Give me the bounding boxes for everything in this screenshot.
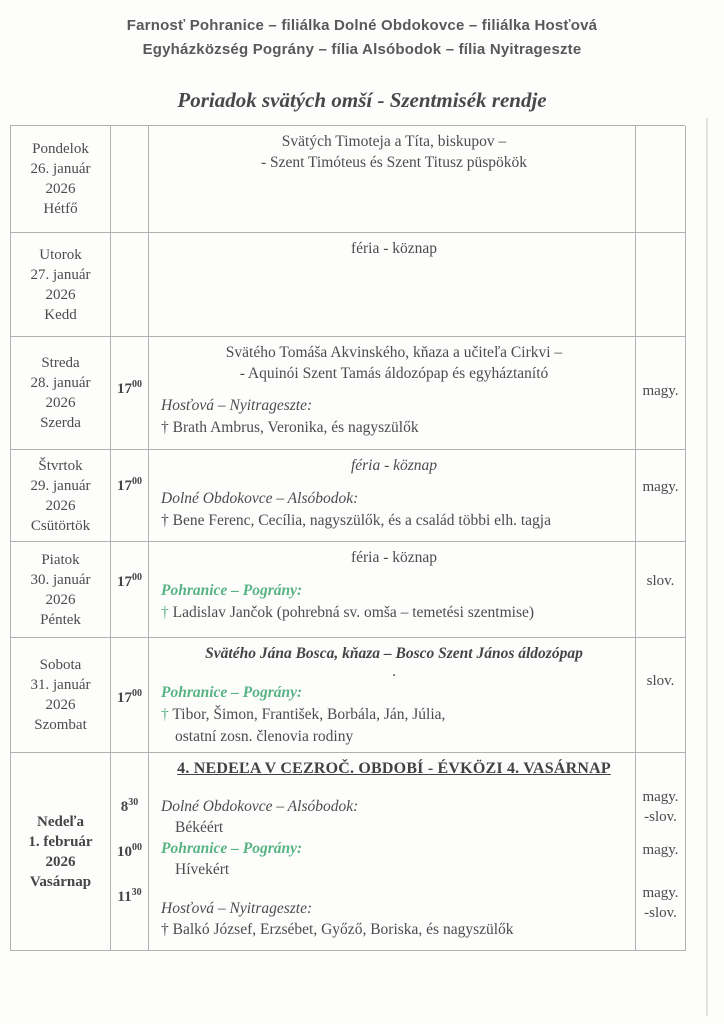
- feast-line: - Aquinói Szent Tamás áldozópap és egyháztanító: [239, 365, 549, 382]
- day-year: 2026: [45, 497, 76, 514]
- time-cell: [111, 233, 149, 337]
- day-year: 2026: [45, 697, 76, 713]
- mass-time-minutes: 00: [132, 688, 142, 699]
- mass-intention: Hívekért: [175, 861, 230, 878]
- description-cell: [149, 337, 636, 450]
- language-cell: [636, 638, 686, 753]
- language-block-1: magy. -slov.: [642, 789, 679, 825]
- mass-intention: Békéért: [175, 819, 224, 836]
- mass-time-2: $10^{00}$: [117, 842, 142, 860]
- description-cell: [149, 542, 636, 638]
- parish-header-hungarian: Egyházközség Pográny – fília Alsóbodok – fília Nyitrageszte: [142, 41, 582, 58]
- language-block-3: magy. -slov.: [642, 885, 679, 921]
- table-row-friday: [11, 542, 685, 638]
- mass-time-minutes: 00: [132, 476, 142, 487]
- description-cell: [149, 638, 636, 753]
- day-cell: [11, 233, 111, 337]
- sunday-mass-1: [161, 796, 627, 838]
- mass-intention: † Balkó József, Erzsébet, Győző, Boriska, és nagyszülők: [161, 921, 514, 938]
- language-cell: [636, 126, 686, 233]
- language-cell: [636, 233, 686, 337]
- day-date: 29. január: [30, 477, 91, 494]
- language-cell: [636, 542, 686, 638]
- day-name-sk: Pondelok: [32, 141, 89, 157]
- day-cell: [11, 126, 111, 233]
- description-cell: [149, 450, 636, 542]
- day-date: 1. február: [28, 833, 93, 850]
- time-cell: [111, 126, 149, 233]
- mass-intention-text: Tibor, Šimon, František, Borbála, Ján, Júlia,: [172, 706, 446, 723]
- parish-header: [0, 0, 724, 62]
- day-year: 2026: [45, 181, 76, 197]
- day-date: 27. január: [30, 266, 91, 283]
- mass-location: Pohranice – Pográny:: [161, 840, 303, 857]
- table-row-monday: [11, 126, 685, 233]
- cross-symbol: †: [161, 706, 169, 723]
- mass-location: Dolné Obdokovce – Alsóbodok:: [161, 798, 359, 815]
- day-name-hu: Szerda: [40, 415, 81, 431]
- day-year: 2026: [45, 853, 76, 870]
- day-name-hu: Vasárnap: [29, 873, 92, 890]
- mass-intention-line2: ostatní zosn. členovia rodiny: [175, 728, 354, 745]
- language-label: slov.: [646, 573, 675, 589]
- time-cell: [111, 542, 149, 638]
- feast-line: féria - köznap: [350, 549, 438, 566]
- mass-time-minutes: 00: [132, 572, 142, 583]
- language-label: magy.: [642, 383, 679, 399]
- day-name-hu: Hétfő: [43, 201, 78, 217]
- description-cell: [149, 126, 636, 233]
- mass-location: Pohranice – Pográny:: [161, 684, 303, 701]
- parish-header-slovak: Farnosť Pohranice – filiálka Dolné Obdokovce – filiálka Hosťová: [126, 17, 598, 34]
- day-year: 2026: [45, 395, 76, 411]
- day-name-sk: Sobota: [39, 657, 82, 673]
- time-cell: [111, 753, 149, 951]
- day-cell: [11, 638, 111, 753]
- table-row-saturday: [11, 638, 685, 753]
- day-name-hu: Csütörtök: [30, 517, 91, 534]
- mass-intention: [161, 602, 627, 623]
- day-cell: [11, 450, 111, 542]
- mass-time: 17: [117, 478, 132, 494]
- day-date: 28. január: [30, 375, 91, 391]
- mass-time-1: $8^{30}$: [120, 797, 139, 815]
- feast-line: féria - köznap: [350, 240, 438, 257]
- description-cell: [149, 233, 636, 337]
- scan-artifact-line: [706, 118, 708, 1016]
- mass-location: Hosťová – Nyitrageszte:: [161, 397, 313, 414]
- mass-location: Hosťová – Nyitrageszte:: [161, 900, 313, 917]
- day-cell: [11, 337, 111, 450]
- mass-time-3: $11^{30}$: [117, 887, 142, 905]
- mass-schedule-table: [10, 125, 685, 951]
- day-cell: [11, 542, 111, 638]
- table-row-thursday: [11, 450, 685, 542]
- sunday-mass-2: [161, 838, 627, 880]
- language-block-2: magy.: [642, 842, 679, 858]
- day-name-sk: Štvrtok: [38, 457, 83, 474]
- time-cell: [111, 337, 149, 450]
- feast-line: Svätého Tomáša Akvinského, kňaza a učiteľa Cirkvi –: [225, 344, 563, 361]
- mass-intention: [161, 704, 627, 725]
- feast-line: Svätých Timoteja a Títa, biskupov –: [281, 133, 507, 150]
- day-name-hu: Péntek: [40, 611, 81, 628]
- mass-time: 17: [117, 690, 132, 706]
- day-name-sk: Piatok: [41, 551, 80, 568]
- page-title: Poriadok svätých omší - Szentmisék rendje: [177, 88, 547, 112]
- sunday-heading: 4. NEDEĽA V CEZROČ. OBDOBÍ - ÉVKÖZI 4. VASÁRNAP: [177, 760, 611, 777]
- sunday-mass-3: [161, 898, 627, 940]
- day-name-hu: Szombat: [34, 717, 87, 733]
- day-name-sk: Nedeľa: [36, 813, 85, 830]
- language-cell: [636, 450, 686, 542]
- language-cell: [636, 337, 686, 450]
- mass-time: 17: [117, 381, 132, 397]
- day-date: 26. január: [30, 161, 91, 177]
- mass-intention-text: Ladislav Jančok (pohrebná sv. omša – temetési szentmise): [172, 604, 535, 621]
- language-label: slov.: [646, 673, 675, 689]
- stray-dot: .: [392, 663, 396, 680]
- language-cell: [636, 753, 686, 951]
- feast-line: Svätého Jána Bosca, kňaza – Bosco Szent János áldozópap: [205, 645, 583, 662]
- time-cell: [111, 638, 149, 753]
- day-name-sk: Utorok: [39, 246, 82, 263]
- day-year: 2026: [45, 591, 76, 608]
- day-date: 30. január: [30, 571, 91, 588]
- language-label: magy.: [642, 479, 679, 495]
- time-cell: [111, 450, 149, 542]
- feast-line: - Szent Timóteus és Szent Titusz püspökök: [260, 154, 528, 171]
- mass-intention: † Bene Ferenc, Cecília, nagyszülők, és a család többi elh. tagja: [161, 512, 551, 529]
- day-name-sk: Streda: [41, 355, 80, 371]
- description-cell: [149, 753, 636, 951]
- table-row-tuesday: [11, 233, 685, 337]
- table-row-sunday: [11, 753, 685, 951]
- day-year: 2026: [45, 286, 76, 303]
- feast-line: féria - köznap: [350, 457, 438, 474]
- table-row-wednesday: [11, 337, 685, 450]
- cross-symbol: †: [161, 604, 169, 621]
- mass-time-minutes: 00: [132, 379, 142, 390]
- day-date: 31. január: [30, 677, 91, 693]
- mass-intention: † Brath Ambrus, Veronika, és nagyszülők: [161, 419, 419, 436]
- mass-location: Pohranice – Pográny:: [161, 582, 303, 599]
- mass-location: Dolné Obdokovce – Alsóbodok:: [161, 490, 359, 507]
- day-name-hu: Kedd: [44, 306, 77, 323]
- day-cell: [11, 753, 111, 951]
- mass-time: 17: [117, 574, 132, 590]
